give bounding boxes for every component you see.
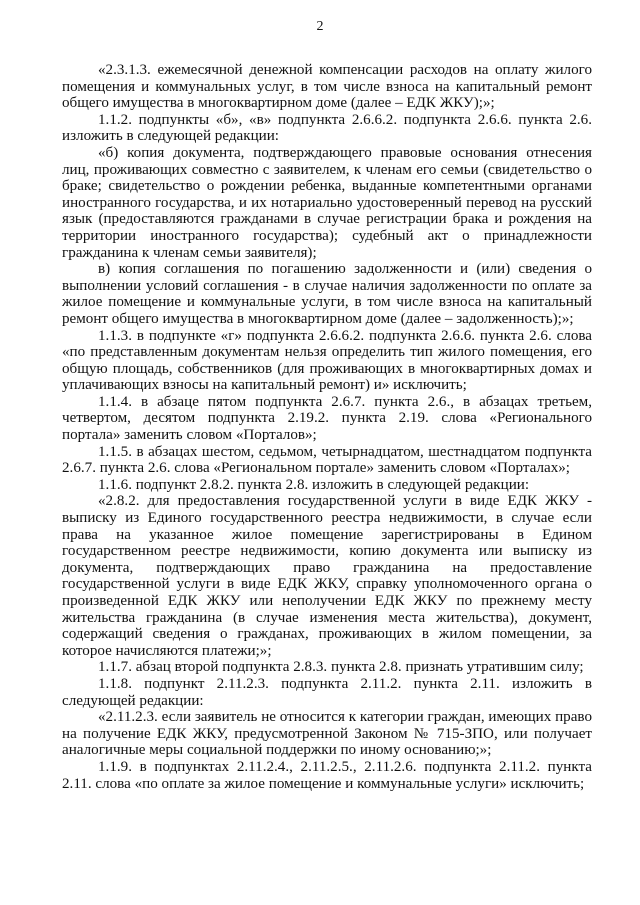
paragraph-1-1-5: 1.1.5. в абзацах шестом, седьмом, четырнадцатом, шестнадцатом подпункта 2.6.7. пункта 2.6. слова «Региональном портале» заменить словом «Порталах»; xyxy=(62,443,592,477)
paragraph-1-1-8: 1.1.8. подпункт 2.11.2.3. подпункта 2.11.2. пункта 2.11. изложить в следующей редакции: xyxy=(62,675,592,709)
page-number: 2 xyxy=(316,19,324,34)
paragraph-2-11-2-3: «2.11.2.3. если заявитель не относится к категории граждан, имеющих право на получение ЕДК ЖКУ, предусмотренной Законом № 715-ЗПО, или получает аналогичные меры социальной поддержки по иному основанию;»; xyxy=(62,709,592,759)
paragraph-2-8-2: «2.8.2. для предоставления государственной услуги в виде ЕДК ЖКУ - выписку из Единого государственного реестра недвижимости, в случае если права на указанное жилое помещение зарегистрированы в Едином государственном реестре недвижимости, копию документа или выписку из документа, подтверждающих право гражданина на предоставление государственной услуги в виде ЕДК ЖКУ, справку уполномоченного органа о произведенной ЕДК ЖКУ или неполучении ЕДК ЖКУ по прежнему месту жительства гражданина (в случае изменения места жительства), документ, содержащий сведения о гражданах, проживающих в жилом помещении, за которое начисляются платежи;»; xyxy=(62,493,592,659)
paragraph-subitem-b: «б) копия документа, подтверждающего правовые основания отнесения лиц, проживающих совместно с заявителем, к членам его семьи (свидетельство о браке; свидетельство о рождении ребенка, выданные компетентными органами иностранного государства, и их нотариально удостоверенный перевод на русский язык (предоставляются гражданами в случае регистрации брака и рождения на территории иностранного государства); судебный акт о принадлежности гражданина к членам семьи заявителя); xyxy=(62,144,592,261)
paragraph-1-1-4: 1.1.4. в абзаце пятом подпункта 2.6.7. пункта 2.6., в абзацах третьем, четвертом, десятом подпункта 2.19.2. пункта 2.19. слова «Регионального портала» заменить словом «Порталов»; xyxy=(62,393,592,444)
paragraph-1-1-3: 1.1.3. в подпункте «г» подпункта 2.6.6.2. подпункта 2.6.6. пункта 2.6. слова «по представленным документам нельзя определить тип жилого помещения, его общую площадь, собственников (для проживающих в многоквартирных домах и уплачивающих взносы на капитальный ремонт) и» исключить; xyxy=(62,327,592,394)
paragraph-1-1-9: 1.1.9. в подпунктах 2.11.2.4., 2.11.2.5., 2.11.2.6. подпункта 2.11.2. пункта 2.11. слова «по оплате за жилое помещение и коммунальные услуги» исключить; xyxy=(62,758,592,792)
paragraph-1-1-6: 1.1.6. подпункт 2.8.2. пункта 2.8. изложить в следующей редакции: xyxy=(98,476,530,493)
paragraph-2-3-1-3: «2.3.1.3. ежемесячной денежной компенсации расходов на оплату жилого помещения и коммунальных услуг, в том числе взноса на капитальный ремонт общего имущества в многоквартирном доме (далее – ЕДК ЖКУ);»; xyxy=(62,62,592,112)
paragraph-1-1-2: 1.1.2. подпункты «б», «в» подпункта 2.6.6.2. подпункта 2.6.6. пункта 2.6. изложить в следующей редакции: xyxy=(62,111,592,145)
paragraph-1-1-7: 1.1.7. абзац второй подпункта 2.8.3. пункта 2.8. признать утратившим силу; xyxy=(98,659,584,676)
paragraph-subitem-v: в) копия соглашения по погашению задолженности и (или) сведения о выполнении условий соглашения - в случае наличия задолженности по оплате за жилое помещение и коммунальные услуги, в том числе взноса на капитальный ремонт общего имущества в многоквартирном доме (далее – задолженность);»; xyxy=(62,261,592,327)
document-body xyxy=(62,62,592,792)
